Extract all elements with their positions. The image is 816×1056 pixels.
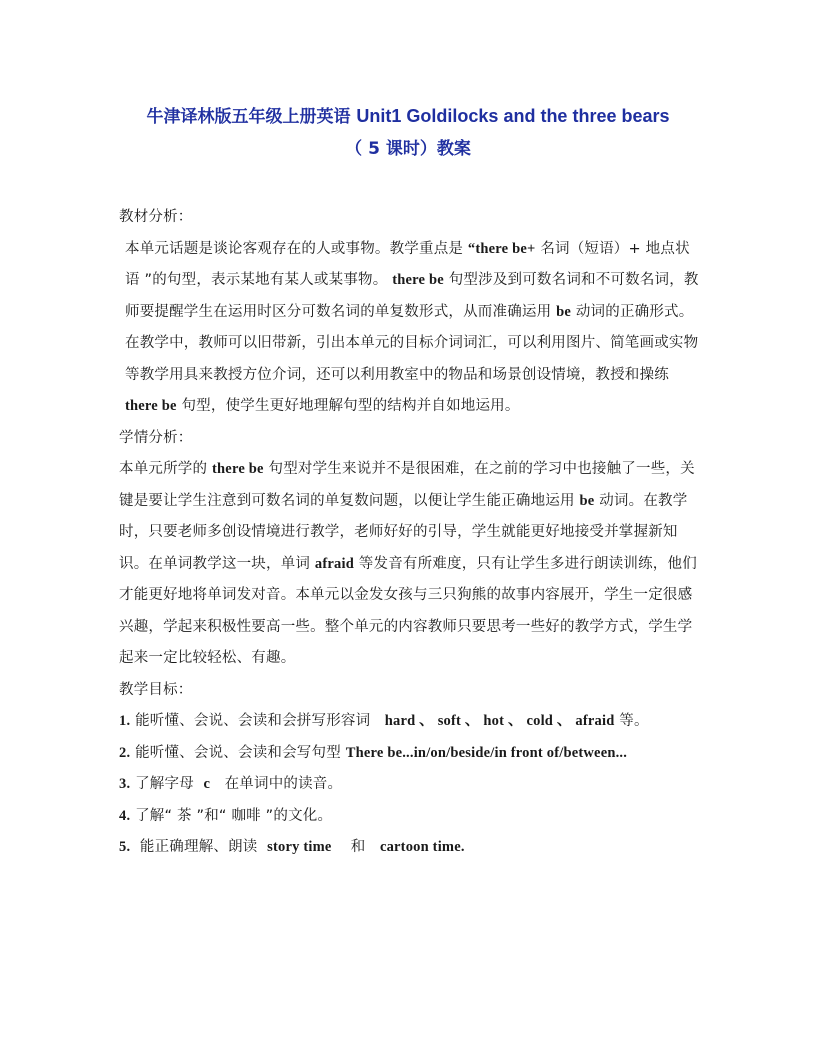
goal-item-2 bbox=[119, 738, 699, 770]
goal-text: 能听懂、会说、会读和会拼写形容词 bbox=[135, 713, 371, 729]
text-run: 本单元话题是谈论客观存在的人或事物。教学重点是 bbox=[125, 240, 464, 257]
bold-run: there be bbox=[125, 398, 177, 414]
goal-bold-text: hard 、 soft 、 hot 、 cold 、 afraid bbox=[384, 713, 615, 729]
title-chinese-part: 牛津译林版五年级上册英语 bbox=[146, 107, 351, 127]
title-english-part: Unit1 Goldilocks and the three bears bbox=[356, 106, 670, 126]
goal-bold-text: c bbox=[203, 776, 211, 792]
goal-item-3 bbox=[119, 769, 699, 801]
goal-number: 2. bbox=[119, 744, 131, 761]
text-run: 动词的正确形式。在教学中，教师可以旧带新，引出本单元的目标介词词汇，可以利用图片、简笔画或实物等教学用具来教授方位介词，还可以利用教室中的物品和场景创设情境，教授和操练 bbox=[125, 303, 699, 383]
bold-run: “there be+ bbox=[467, 240, 536, 257]
material-analysis-paragraph bbox=[119, 234, 699, 423]
title-line-1 bbox=[100, 100, 716, 133]
goal-number: 1. bbox=[119, 713, 131, 729]
goal-text: 能正确理解、朗读 bbox=[139, 839, 258, 855]
teaching-goals-label: 教学目标： bbox=[119, 681, 193, 698]
text-run: 等发音有所难度，只有让学生多进行朗读训练，他们才能更好地将单词发对音。本单元以金发女孩与三只狗熊的故事内容展开，学生一定很感兴趣，学起来积极性要高一些。整个单元的内容教师只要思考一些好的教学方式，学生学起来一定比较轻松、有趣。 bbox=[119, 555, 697, 666]
goal-item-1 bbox=[119, 706, 699, 738]
goal-number: 3. bbox=[119, 776, 131, 792]
text-run: 动词。在教学时，只要老师多创设情境进行教学，老师好好的引导，学生就能更好地接受并掌握新知识。在单词教学这一块，单词 bbox=[119, 492, 688, 572]
title-line-2: （ 5 课时）教案 bbox=[345, 139, 471, 159]
goal-text: 了解字母 bbox=[135, 776, 194, 792]
text-run: 本单元所学的 bbox=[119, 461, 208, 477]
document-body bbox=[119, 202, 699, 864]
bold-run: afraid bbox=[314, 555, 354, 572]
student-analysis-label: 学情分析： bbox=[119, 429, 193, 446]
text-run: 名词（短语） bbox=[540, 240, 629, 257]
goal-text: 和 bbox=[350, 839, 366, 855]
goal-tail: 等。 bbox=[619, 713, 649, 729]
material-analysis-label: 教材分析： bbox=[119, 209, 193, 225]
text-run: 句型对学生来说并不是很困难，在之前的学习中也接触了一些，关键是要让学生注意到可数名词的单复数问题，以便让学生能正确地运用 bbox=[119, 461, 695, 509]
goal-bold-text: story time bbox=[267, 839, 332, 855]
goal-tail: 在单词中的读音。 bbox=[224, 776, 343, 792]
goal-bold-text: There be...in/on/beside/in front of/between... bbox=[345, 744, 628, 761]
goal-item-4 bbox=[119, 801, 699, 833]
bold-run: be bbox=[579, 492, 595, 509]
goal-item-5 bbox=[119, 832, 699, 864]
document-title bbox=[100, 100, 716, 165]
text-run: + 地点状语 ”的句型，表示某地有某人或某事物。 bbox=[125, 240, 690, 288]
goal-number: 4. bbox=[119, 807, 131, 824]
bold-run: be bbox=[556, 303, 572, 320]
goal-number: 5. bbox=[119, 839, 131, 855]
goal-bold-text: cartoon time. bbox=[379, 839, 465, 855]
goal-text: 能听懂、会说、会读和会写句型 bbox=[135, 744, 341, 761]
text-run: 句型涉及到可数名词和不可数名词，教师要提醒学生在运用时区分可数名词的单复数形式，从而准确运用 bbox=[125, 272, 699, 320]
bold-run: there be bbox=[212, 461, 264, 477]
student-analysis-paragraph bbox=[119, 454, 699, 675]
text-run: 句型，使学生更好地理解句型的结构并自如地运用。 bbox=[181, 398, 520, 414]
goal-text: 了解“ 茶 ”和“ 咖啡 ”的文化。 bbox=[135, 807, 333, 824]
bold-run: there be bbox=[392, 272, 444, 288]
